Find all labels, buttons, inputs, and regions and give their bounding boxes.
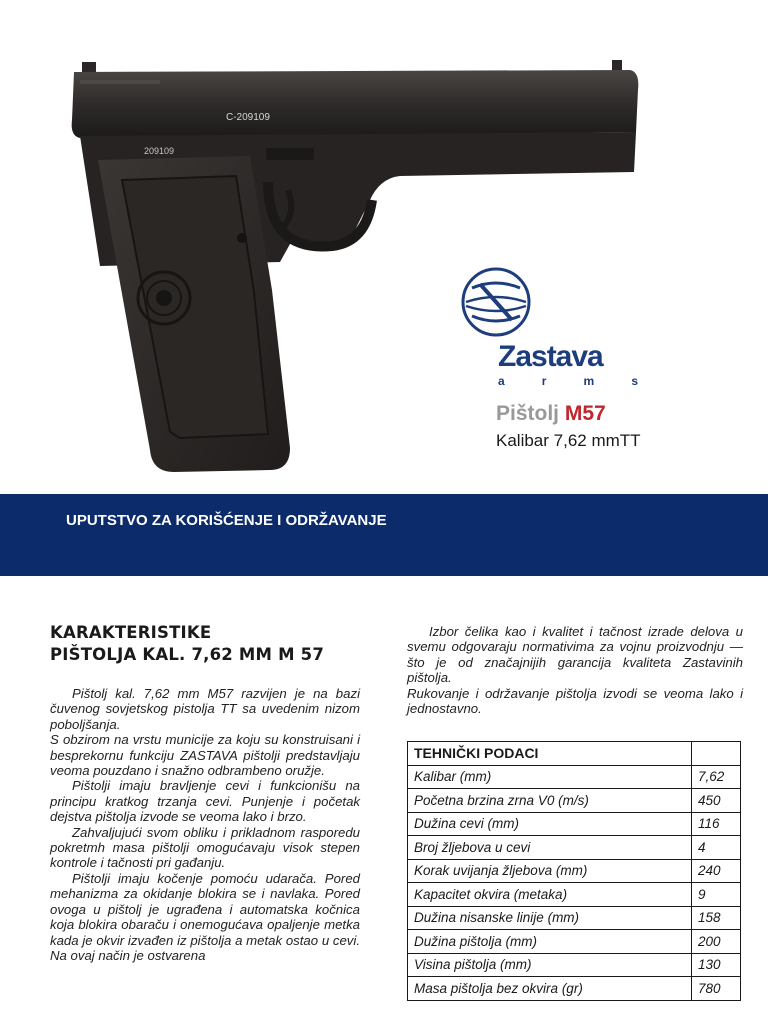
spec-value: 200 xyxy=(692,930,741,954)
left-column xyxy=(50,622,360,963)
table-row xyxy=(408,789,741,813)
spec-label: Dužina pištolja (mm) xyxy=(408,930,692,954)
spec-value: 7,62 xyxy=(692,765,741,789)
right-column xyxy=(407,624,743,716)
table-row xyxy=(408,930,741,954)
paragraph: S obzirom na vrstu municije za koju su konstruisani i besprekornu funkciju ZASTAVA pištolji predstavljaju veoma pouzdano i snažno odbrambeno oružje. xyxy=(50,732,360,779)
spec-value: 116 xyxy=(692,812,741,836)
table-row xyxy=(408,883,741,907)
manual-banner xyxy=(0,494,768,576)
spec-label: Kapacitet okvira (metaka) xyxy=(408,883,692,907)
spec-value: 780 xyxy=(692,977,741,1001)
paragraph: Zahvaljujući svom obliku i prikladnom rasporedu pokretmh masa pištolji omogućavaju visok stepen kontrole i tačnosti pri gađanju. xyxy=(50,824,360,871)
paragraph: Rukovanje i održavanje pištolja izvodi se veoma lako i jednostavno. xyxy=(407,685,743,717)
table-row xyxy=(408,906,741,930)
brand-sub-letter: s xyxy=(631,374,638,388)
spec-label: Kalibar (mm) xyxy=(408,765,692,789)
paragraph: Pištolji imaju bravljenje cevi i funkcionišu na principu kratkog trzanja cevi. Punjenje i početak dejstva pištolja izvode se veoma lako i brzo. xyxy=(50,778,360,825)
paragraph: Pištolji imaju kočenje pomoću udarača. Pored mehanizma za okidanje blokira se i navlaka. Pored ovoga u pištolj je ugrađena i automatska kočnica koja blokira obaraču i onemogućava opaljenje metka kada je okvir izvađen iz pištolja a metak ostao u cevi. Na ovaj način je ostvarena xyxy=(50,870,360,963)
section-title-line1: KARAKTERISTIKE xyxy=(50,623,212,642)
spec-label: Dužina nisanske linije (mm) xyxy=(408,906,692,930)
zastava-emblem-icon xyxy=(458,264,534,340)
table-row xyxy=(408,977,741,1001)
banner-title: UPUTSTVO ZA KORIŠĆENJE I ODRŽAVANJE xyxy=(66,512,387,529)
table-row xyxy=(408,836,741,860)
table-row xyxy=(408,812,741,836)
table-row xyxy=(408,859,741,883)
specs-header-row xyxy=(408,742,741,766)
spec-label: Broj žljebova u cevi xyxy=(408,836,692,860)
specs-header-value xyxy=(692,742,741,766)
product-title xyxy=(496,402,606,426)
spec-label: Dužina cevi (mm) xyxy=(408,812,692,836)
section-title-line2: PIŠTOLJA KAL. 7,62 MM M 57 xyxy=(50,645,325,664)
specs-table xyxy=(407,741,741,1001)
slide-serial: C-209109 xyxy=(226,112,270,123)
product-label: Pištolj xyxy=(496,402,560,425)
spec-label: Visina pištolja (mm) xyxy=(408,953,692,977)
brand-sub-letter: r xyxy=(541,374,547,388)
table-row xyxy=(408,765,741,789)
brand-sub-letter: m xyxy=(583,374,595,388)
product-model: M57 xyxy=(564,402,606,425)
specs-header: TEHNIČKI PODACI xyxy=(408,742,692,766)
spec-value: 240 xyxy=(692,859,741,883)
section-title xyxy=(50,622,360,666)
product-caliber: Kalibar 7,62 mmTT xyxy=(496,431,641,450)
brand-name: Zastava xyxy=(498,340,603,373)
paragraph: Pištolj kal. 7,62 mm M57 razvijen je na bazi čuvenog sovjetskog pistolja TT sa uvedenim nizom poboljšanja. xyxy=(50,686,360,732)
brand-sub-letter: a xyxy=(498,374,505,388)
frame-serial: 209109 xyxy=(144,146,175,156)
paragraph: Izbor čelika kao i kvalitet i tačnost izrade delova u svemu odgovaraju normativima za vojnu proizvodnju — što je od značajnijih garancija kvaliteta Zastavinih pištolja. xyxy=(407,624,743,686)
spec-value: 450 xyxy=(692,789,741,813)
spec-value: 158 xyxy=(692,906,741,930)
hero-section xyxy=(0,0,768,494)
spec-label: Masa pištolja bez okvira (gr) xyxy=(408,977,692,1001)
brand-sub xyxy=(498,374,638,388)
spec-label: Korak uvijanja žljebova (mm) xyxy=(408,859,692,883)
table-row xyxy=(408,953,741,977)
spec-label: Početna brzina zrna V0 (m/s) xyxy=(408,789,692,813)
spec-value: 4 xyxy=(692,836,741,860)
spec-value: 9 xyxy=(692,883,741,907)
spec-value: 130 xyxy=(692,953,741,977)
